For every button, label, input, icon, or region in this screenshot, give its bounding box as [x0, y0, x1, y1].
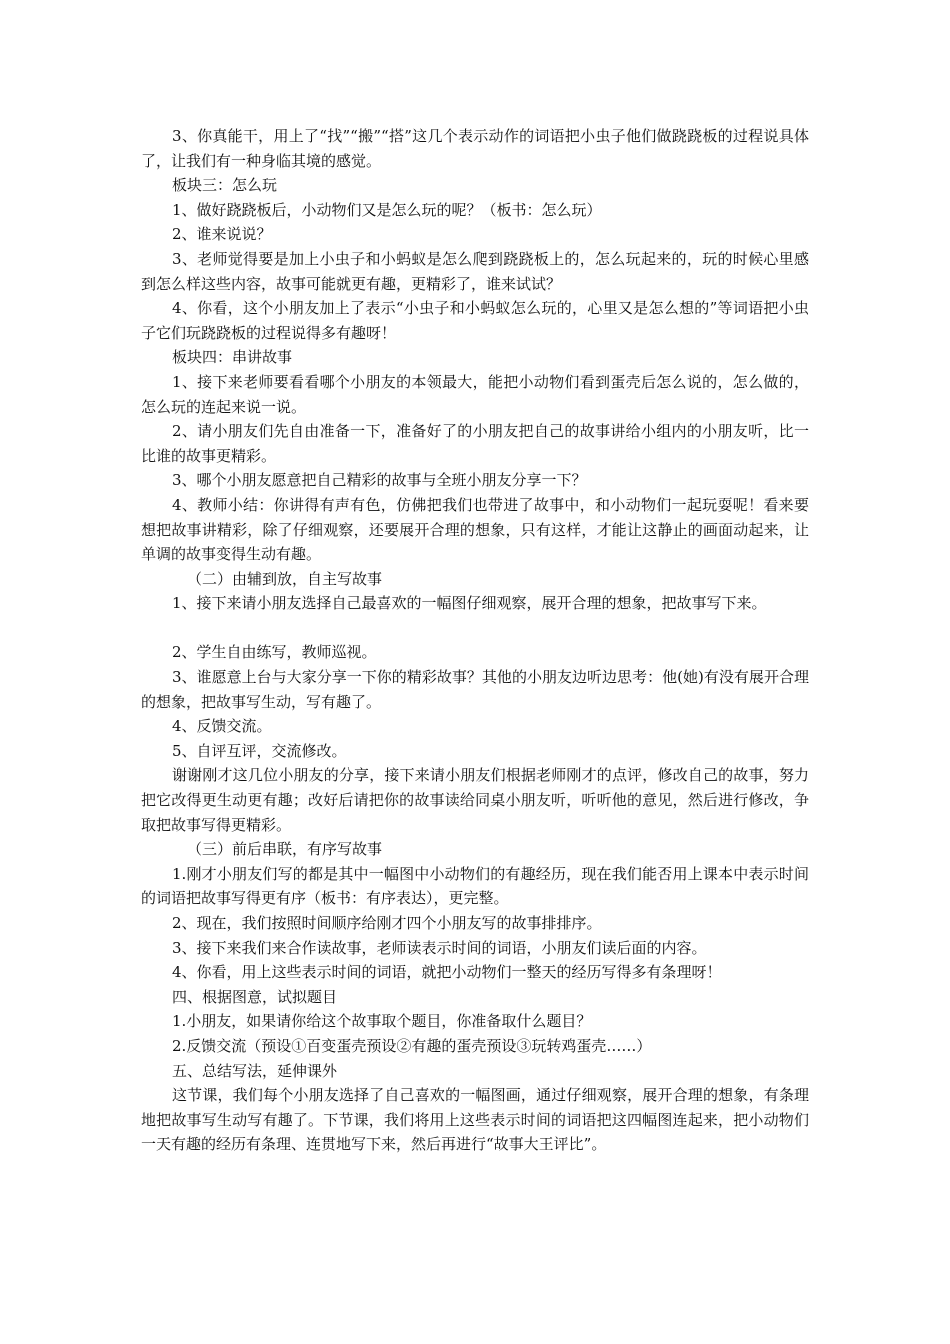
- paragraph: 1、接下来老师要看看哪个小朋友的本领最大，能把小动物们看到蛋壳后怎么说的，怎么做的，怎么玩的连起来说一说。: [141, 372, 809, 416]
- document-body: [141, 124, 809, 1157]
- section-heading: 四、根据图意，试拟题目: [172, 987, 338, 1006]
- section-heading: （二）由辅到放，自主写故事: [187, 569, 383, 588]
- paragraph: 3、哪个小朋友愿意把自己精彩的故事与全班小朋友分享一下？: [172, 471, 587, 490]
- paragraph: 1、做好跷跷板后，小动物们又是怎么玩的呢？（板书：怎么玩）: [172, 200, 602, 219]
- paragraph: 1.刚才小朋友们写的都是其中一幅图中小动物们的有趣经历，现在我们能否用上课本中表示时间的词语把故事写得更有序（板书：有序表达），更完整。: [141, 864, 809, 908]
- paragraph: 4、你看，这个小朋友加上了表示“小虫子和小蚂蚁怎么玩的，心里又是怎么想的”等词语把小虫子它们玩跷跷板的过程说得多有趣呀！: [141, 299, 809, 342]
- paragraph: 1.小朋友，如果请你给这个故事取个题目，你准备取什么题目？: [172, 1012, 592, 1031]
- paragraph: 3、接下来我们来合作读故事，老师读表示时间的词语，小朋友们读后面的内容。: [172, 938, 707, 957]
- paragraph: 4、教师小结：你讲得有声有色，仿佛把我们也带进了故事中，和小动物们一起玩耍呢！看来要想把故事讲精彩，除了仔细观察，还要展开合理的想象，只有这样，才能让这静止的画面动起来，让单调的故事变得生动有趣。: [141, 495, 809, 564]
- section-heading: （三）前后串联，有序写故事: [187, 840, 383, 859]
- section-heading: 板块四：串讲故事: [172, 348, 293, 367]
- paragraph: 1、接下来请小朋友选择自己最喜欢的一幅图仔细观察，展开合理的想象，把故事写下来。: [172, 594, 767, 613]
- blank-line: [141, 616, 809, 641]
- section-heading: 板块三：怎么玩: [172, 176, 278, 195]
- paragraph: 3、你真能干，用上了“找”“搬”“搭”这几个表示动作的词语把小虫子他们做跷跷板的过程说具体了，让我们有一种身临其境的感觉。: [141, 127, 809, 170]
- paragraph: 2、现在，我们按照时间顺序给刚才四个小朋友写的故事排排序。: [172, 914, 602, 932]
- paragraph: 5、自评互评，交流修改。: [172, 741, 347, 760]
- paragraph: 2、请小朋友们先自由准备一下，准备好了的小朋友把自己的故事讲给小组内的小朋友听，比一比谁的故事更精彩。: [141, 422, 809, 465]
- paragraph: 3、老师觉得要是加上小虫子和小蚂蚁是怎么爬到跷跷板上的，怎么玩起来的，玩的时候心里感到怎么样这些内容，故事可能就更有趣，更精彩了，谁来试试？: [141, 249, 809, 293]
- paragraph: 这节课，我们每个小朋友选择了自己喜欢的一幅图画，通过仔细观察，展开合理的想象，有条理地把故事写生动写有趣了。下节课，我们将用上这些表示时间的词语把这四幅图连起来，把小动物们一天有趣的经历有条理、连贯地写下来，然后再进行“故事大王评比”。: [141, 1086, 809, 1154]
- paragraph: 3、谁愿意上台与大家分享一下你的精彩故事？其他的小朋友边听边思考：他(她)有没有展开合理的想象，把故事写生动，写有趣了。: [141, 668, 809, 711]
- paragraph: 2.反馈交流（预设①百变蛋壳预设②有趣的蛋壳预设③玩转鸡蛋壳……）: [172, 1036, 652, 1055]
- paragraph: 2、谁来说说？: [172, 225, 272, 244]
- section-heading: 五、总结写法，延伸课外: [172, 1061, 338, 1080]
- paragraph: 4、反馈交流。: [172, 717, 272, 736]
- paragraph: 4、你看，用上这些表示时间的词语，就把小动物们一整天的经历写得多有条理呀！: [172, 963, 722, 982]
- paragraph: 谢谢刚才这几位小朋友的分享，接下来请小朋友们根据老师刚才的点评，修改自己的故事，努力把它改得更生动更有趣；改好后请把你的故事读给同桌小朋友听，听听他的意见，然后进行修改，争取把故事写得更精彩。: [141, 766, 809, 834]
- paragraph: 2、学生自由练写，教师巡视。: [172, 643, 377, 662]
